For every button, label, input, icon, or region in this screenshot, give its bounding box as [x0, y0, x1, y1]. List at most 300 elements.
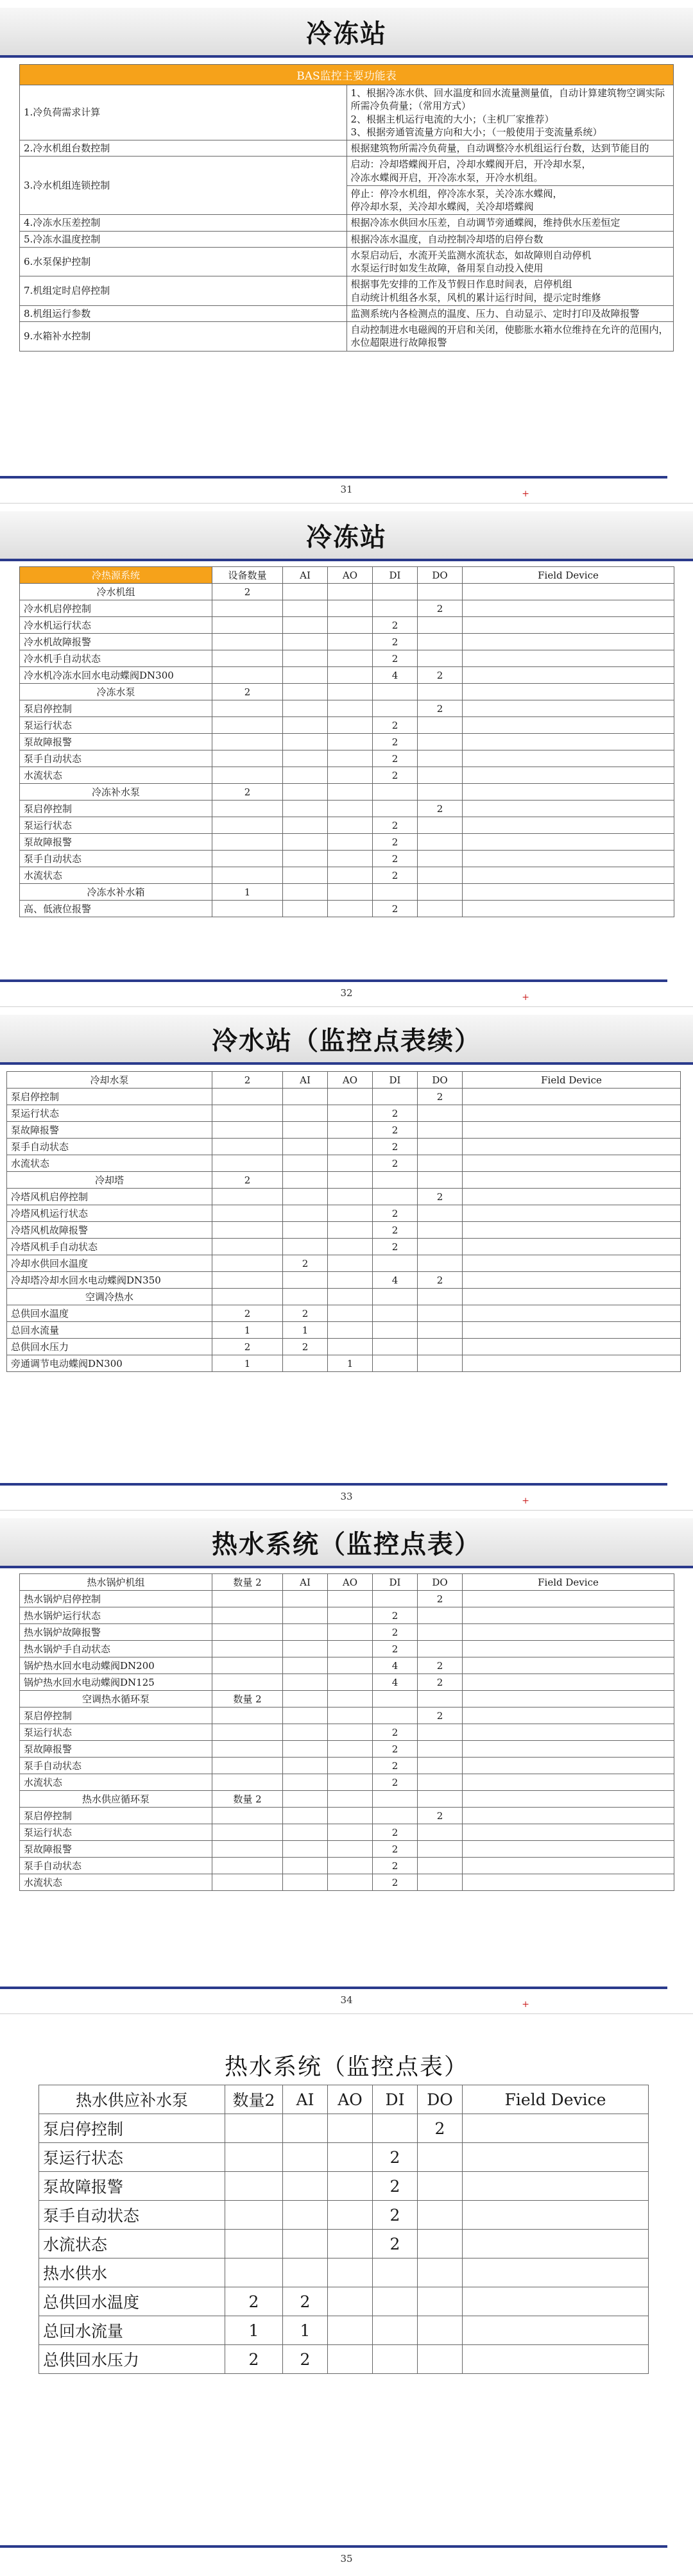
point-count	[283, 1591, 328, 1607]
point-name: 热水供应循环泵	[20, 1791, 212, 1808]
point-count	[463, 1858, 674, 1874]
point-count	[373, 2287, 418, 2316]
point-count	[418, 1172, 463, 1189]
point-count	[283, 1674, 328, 1691]
point-count	[418, 1724, 463, 1741]
point-count	[283, 1657, 328, 1674]
point-count	[328, 2316, 373, 2345]
slide-title-band	[0, 1518, 693, 1568]
point-count	[283, 1858, 328, 1874]
point-count	[373, 1322, 418, 1339]
point-name: 冷水机启停控制	[20, 600, 212, 617]
point-count	[418, 834, 463, 851]
point-count: 2	[418, 1657, 463, 1674]
point-count	[283, 1105, 328, 1122]
point-count	[212, 1841, 283, 1858]
point-count	[283, 2143, 328, 2172]
point-count	[418, 2316, 463, 2345]
point-count: 2	[373, 1139, 418, 1155]
column-header: DO	[418, 1072, 463, 1089]
point-count	[212, 867, 283, 884]
point-name: 总供回水压力	[7, 1339, 212, 1355]
point-count	[418, 1239, 463, 1255]
point-count	[418, 1858, 463, 1874]
point-count	[463, 734, 674, 750]
point-count	[328, 1674, 373, 1691]
point-count	[283, 1841, 328, 1858]
point-count	[463, 1874, 674, 1891]
point-name: 旁通调节电动蝶阀DN300	[7, 1355, 212, 1372]
point-count	[373, 1289, 418, 1305]
point-count	[212, 1641, 283, 1657]
point-count: 2	[373, 834, 418, 851]
point-count	[212, 1591, 283, 1607]
point-count: 2	[418, 1707, 463, 1724]
point-count	[463, 700, 674, 717]
point-count	[463, 2143, 649, 2172]
point-name: 泵启停控制	[20, 1808, 212, 1824]
point-count	[283, 1741, 328, 1758]
table-row	[20, 276, 674, 306]
plus-mark-icon: +	[522, 489, 529, 499]
point-count	[283, 1139, 328, 1155]
point-count	[463, 1272, 681, 1289]
point-name: 冷冻水补水箱	[20, 884, 212, 901]
point-count	[418, 2345, 463, 2374]
column-header: 数量2	[225, 2085, 283, 2114]
page-footer	[0, 973, 693, 1006]
point-count	[418, 1339, 463, 1355]
table-row	[20, 1774, 674, 1791]
table-row	[20, 1641, 674, 1657]
function-name: 5.冷冻水温度控制	[20, 231, 347, 247]
function-name: 6.水泵保护控制	[20, 247, 347, 276]
point-count	[418, 2172, 463, 2201]
point-name: 泵启停控制	[20, 801, 212, 817]
slide-title: 冷冻站	[306, 521, 387, 552]
point-count	[328, 1139, 373, 1155]
function-desc: 根据冷冻水温度，自动控制冷却塔的启停台数	[346, 231, 674, 247]
point-count	[328, 1707, 373, 1724]
column-header: 冷热源系统	[20, 567, 212, 584]
point-count	[418, 1155, 463, 1172]
point-count	[373, 884, 418, 901]
point-count	[373, 1791, 418, 1808]
point-count	[373, 1305, 418, 1322]
point-count: 2	[212, 584, 283, 600]
slide-title: 热水系统（监控点表）	[212, 1529, 481, 1559]
point-count: 数量 2	[212, 1791, 283, 1808]
slide-35	[0, 2014, 693, 2572]
point-count	[328, 784, 373, 801]
point-count	[328, 1874, 373, 1891]
point-count	[418, 1305, 463, 1322]
point-name: 冷水机手自动状态	[20, 650, 212, 667]
point-count: 2	[373, 2201, 418, 2230]
point-count	[283, 584, 328, 600]
point-name: 泵启停控制	[20, 1707, 212, 1724]
point-count	[212, 700, 283, 717]
point-count	[463, 1172, 681, 1189]
table-row	[20, 1741, 674, 1758]
page-footer	[0, 1980, 693, 2013]
point-count: 2	[373, 817, 418, 834]
point-name: 泵故障报警	[20, 734, 212, 750]
table-row	[20, 801, 674, 817]
point-count	[328, 1808, 373, 1824]
table-row	[20, 617, 674, 634]
point-name: 泵故障报警	[20, 834, 212, 851]
point-count	[212, 1139, 283, 1155]
column-header: Field Device	[463, 1072, 681, 1089]
table-row	[7, 1355, 681, 1372]
point-count	[328, 584, 373, 600]
point-count	[418, 1774, 463, 1791]
plus-mark-icon: +	[522, 992, 529, 1003]
point-count	[463, 1824, 674, 1841]
table-row	[20, 834, 674, 851]
point-count	[212, 1824, 283, 1841]
function-desc: 监测系统内各检测点的温度、压力、自动显示、定时打印及故障报警	[346, 305, 674, 321]
point-count	[418, 717, 463, 734]
column-header: AI	[283, 1072, 328, 1089]
point-count	[328, 1289, 373, 1305]
point-count	[283, 1239, 328, 1255]
point-count	[283, 2258, 328, 2287]
column-header: DI	[373, 567, 418, 584]
point-count	[463, 1707, 674, 1724]
point-count: 2	[418, 700, 463, 717]
point-name: 泵运行状态	[20, 1824, 212, 1841]
point-count: 2	[373, 767, 418, 784]
column-header: AO	[328, 567, 373, 584]
table-row	[39, 2345, 649, 2374]
point-count	[463, 1758, 674, 1774]
point-count	[418, 584, 463, 600]
point-count	[418, 1874, 463, 1891]
point-count	[212, 667, 283, 684]
point-count: 数量 2	[212, 1691, 283, 1707]
point-count: 2	[212, 684, 283, 700]
point-count	[212, 1272, 283, 1289]
point-name: 热水锅炉故障报警	[20, 1624, 212, 1641]
point-count: 2	[373, 634, 418, 650]
table-row	[39, 2316, 649, 2345]
point-count	[283, 1222, 328, 1239]
point-count	[328, 667, 373, 684]
point-count: 2	[373, 1239, 418, 1255]
slide-title-band	[0, 8, 693, 58]
point-name: 空调热水循环泵	[20, 1691, 212, 1707]
point-count	[418, 901, 463, 917]
function-name: 1.冷负荷需求计算	[20, 85, 347, 140]
column-header: AI	[283, 567, 328, 584]
point-count	[283, 801, 328, 817]
point-count	[463, 851, 674, 867]
point-count: 2	[373, 734, 418, 750]
column-header: AI	[283, 2085, 328, 2114]
point-count	[283, 1707, 328, 1724]
point-count: 2	[283, 2287, 328, 2316]
point-count: 2	[373, 750, 418, 767]
point-count	[463, 1255, 681, 1272]
point-count	[373, 2258, 418, 2287]
point-name: 泵故障报警	[39, 2172, 225, 2201]
point-count	[283, 1641, 328, 1657]
point-count	[328, 2230, 373, 2258]
point-count: 2	[418, 2114, 463, 2143]
table-row	[20, 767, 674, 784]
point-name: 热水供水	[39, 2258, 225, 2287]
table-row	[7, 1089, 681, 1105]
point-count	[328, 2172, 373, 2201]
point-count	[373, 784, 418, 801]
table-row	[39, 2258, 649, 2287]
slide-title: 冷冻站	[306, 18, 387, 49]
point-count	[328, 1255, 373, 1272]
page-number: 34	[340, 1994, 353, 2006]
point-count	[283, 1824, 328, 1841]
point-count	[328, 1155, 373, 1172]
point-count	[328, 684, 373, 700]
point-count	[328, 734, 373, 750]
point-count	[463, 1222, 681, 1239]
point-count	[328, 1222, 373, 1239]
point-count	[373, 1591, 418, 1607]
point-count	[212, 834, 283, 851]
point-count	[463, 1624, 674, 1641]
point-name: 总供回水压力	[39, 2345, 225, 2374]
point-count	[418, 2258, 463, 2287]
point-count	[212, 851, 283, 867]
point-name: 冷冻补水泵	[20, 784, 212, 801]
point-count	[418, 1105, 463, 1122]
point-name: 锅炉热水回水电动蝶阀DN200	[20, 1657, 212, 1674]
table-row	[20, 140, 674, 157]
point-count: 2	[373, 1824, 418, 1841]
bas-function-table	[19, 64, 674, 352]
column-header: DO	[418, 2085, 463, 2114]
column-header: 热水供应补水泵	[39, 2085, 225, 2114]
point-count	[212, 1205, 283, 1222]
point-count	[328, 634, 373, 650]
point-count: 2	[373, 1122, 418, 1139]
point-count	[328, 1724, 373, 1741]
point-count: 2	[418, 1674, 463, 1691]
point-count: 2	[283, 1305, 328, 1322]
point-count	[463, 667, 674, 684]
plus-mark-icon: +	[522, 1999, 529, 2010]
point-name: 锅炉热水回水电动蝶阀DN125	[20, 1674, 212, 1691]
point-count	[283, 1758, 328, 1774]
point-count	[212, 1674, 283, 1691]
point-name: 水流状态	[20, 767, 212, 784]
footer-rule	[0, 1987, 667, 1989]
point-count	[328, 801, 373, 817]
page-number: 31	[340, 484, 353, 495]
point-count	[328, 1774, 373, 1791]
point-count	[328, 1657, 373, 1674]
point-count	[283, 867, 328, 884]
point-count	[328, 1122, 373, 1139]
point-count	[328, 1105, 373, 1122]
point-count	[463, 867, 674, 884]
point-name: 总供回水温度	[7, 1305, 212, 1322]
point-name: 泵运行状态	[20, 717, 212, 734]
point-count	[463, 1189, 681, 1205]
point-count	[418, 634, 463, 650]
point-name: 冷水机故障报警	[20, 634, 212, 650]
point-name: 泵运行状态	[39, 2143, 225, 2172]
point-count	[283, 884, 328, 901]
function-desc: 根据建筑物所需冷负荷量，自动调整冷水机组运行台数，达到节能目的	[346, 140, 674, 157]
point-count: 2	[418, 667, 463, 684]
column-header: DO	[418, 567, 463, 584]
point-count: 2	[373, 2172, 418, 2201]
point-name: 水流状态	[20, 1874, 212, 1891]
point-name: 水流状态	[20, 1774, 212, 1791]
point-count: 4	[373, 1657, 418, 1674]
point-count	[283, 2172, 328, 2201]
point-name: 泵故障报警	[20, 1841, 212, 1858]
point-count	[373, 1189, 418, 1205]
point-count: 2	[418, 1591, 463, 1607]
point-count	[283, 1874, 328, 1891]
table-row	[20, 247, 674, 276]
point-count	[418, 1122, 463, 1139]
point-name: 冷塔风机启停控制	[7, 1189, 212, 1205]
point-count	[373, 1691, 418, 1707]
point-count	[328, 1339, 373, 1355]
table-row	[20, 157, 674, 186]
point-count	[212, 1858, 283, 1874]
footer-rule	[0, 2545, 667, 2548]
slide-title: 冷水站（监控点表续）	[212, 1025, 481, 1056]
point-count	[463, 2201, 649, 2230]
point-count: 1	[225, 2316, 283, 2345]
column-header: AI	[283, 1574, 328, 1591]
point-count	[418, 1355, 463, 1372]
table-title: BAS监控主要功能表	[20, 65, 674, 85]
point-count	[463, 2345, 649, 2374]
function-name: 2.冷水机组台数控制	[20, 140, 347, 157]
table-row	[7, 1105, 681, 1122]
table-row	[20, 667, 674, 684]
point-count	[463, 1089, 681, 1105]
column-header: AO	[328, 2085, 373, 2114]
table-row	[20, 1624, 674, 1641]
point-count: 2	[212, 1172, 283, 1189]
point-count	[373, 684, 418, 700]
function-name: 4.冷冻水压差控制	[20, 215, 347, 231]
group-row	[20, 1691, 674, 1707]
point-count	[212, 1808, 283, 1824]
point-count	[418, 1741, 463, 1758]
point-count	[212, 1089, 283, 1105]
point-count	[373, 801, 418, 817]
point-count: 2	[373, 1607, 418, 1624]
table-row	[20, 717, 674, 734]
point-count	[328, 650, 373, 667]
point-count	[328, 2114, 373, 2143]
column-header: 数量 2	[212, 1574, 283, 1591]
point-name: 总供回水温度	[39, 2287, 225, 2316]
point-count	[418, 1624, 463, 1641]
point-count: 2	[373, 1205, 418, 1222]
point-count	[212, 750, 283, 767]
point-name: 冷水机冷冻水回水电动蝶阀DN300	[20, 667, 212, 684]
point-count	[328, 1089, 373, 1105]
points-table	[19, 566, 674, 917]
page-number: 32	[340, 987, 353, 999]
point-count	[225, 2143, 283, 2172]
function-desc: 1、根据冷冻水供、回水温度和回水流量测量值，自动计算建筑物空调实际所需冷负荷量；（常用方式） 2、根据主机运行电流的大小；（主机厂家推荐） 3、根据旁通管流量方向和大小；（一般使用于变流量系统）	[346, 85, 674, 140]
point-count	[283, 834, 328, 851]
table-row	[20, 650, 674, 667]
point-name: 水流状态	[7, 1155, 212, 1172]
point-count	[418, 867, 463, 884]
point-count: 2	[418, 1272, 463, 1289]
point-count	[328, 2287, 373, 2316]
group-row	[7, 1289, 681, 1305]
table-row	[20, 1724, 674, 1741]
points-table	[6, 1071, 681, 1372]
point-count	[283, 1122, 328, 1139]
point-count	[463, 1339, 681, 1355]
point-count	[463, 1657, 674, 1674]
point-count	[283, 634, 328, 650]
point-count	[283, 851, 328, 867]
point-count	[283, 1205, 328, 1222]
point-count: 2	[212, 1339, 283, 1355]
point-count	[418, 617, 463, 634]
point-count	[328, 1205, 373, 1222]
point-count	[283, 2114, 328, 2143]
point-name: 泵启停控制	[7, 1089, 212, 1105]
page-number: 33	[340, 1491, 353, 1502]
point-count	[463, 684, 674, 700]
point-count	[463, 884, 674, 901]
table-row	[39, 2230, 649, 2258]
point-count	[418, 1255, 463, 1272]
point-count	[328, 1172, 373, 1189]
point-count	[328, 1607, 373, 1624]
point-count	[463, 1239, 681, 1255]
point-count: 2	[373, 650, 418, 667]
column-header: Field Device	[463, 567, 674, 584]
point-count: 2	[418, 1089, 463, 1105]
point-count: 2	[373, 851, 418, 867]
point-count	[283, 1808, 328, 1824]
point-count: 2	[373, 1105, 418, 1122]
point-count	[283, 1272, 328, 1289]
point-count	[283, 1724, 328, 1741]
table-row	[20, 1758, 674, 1774]
point-count	[212, 1607, 283, 1624]
point-name: 泵故障报警	[20, 1741, 212, 1758]
column-header: 设备数量	[212, 567, 283, 584]
table-row	[20, 750, 674, 767]
point-count	[328, 2345, 373, 2374]
point-name: 冷却塔	[7, 1172, 212, 1189]
point-count	[328, 1758, 373, 1774]
point-count	[373, 1089, 418, 1105]
point-count	[418, 1607, 463, 1624]
table-row	[20, 867, 674, 884]
point-count	[328, 1641, 373, 1657]
point-count	[328, 2201, 373, 2230]
point-count	[463, 1791, 674, 1808]
